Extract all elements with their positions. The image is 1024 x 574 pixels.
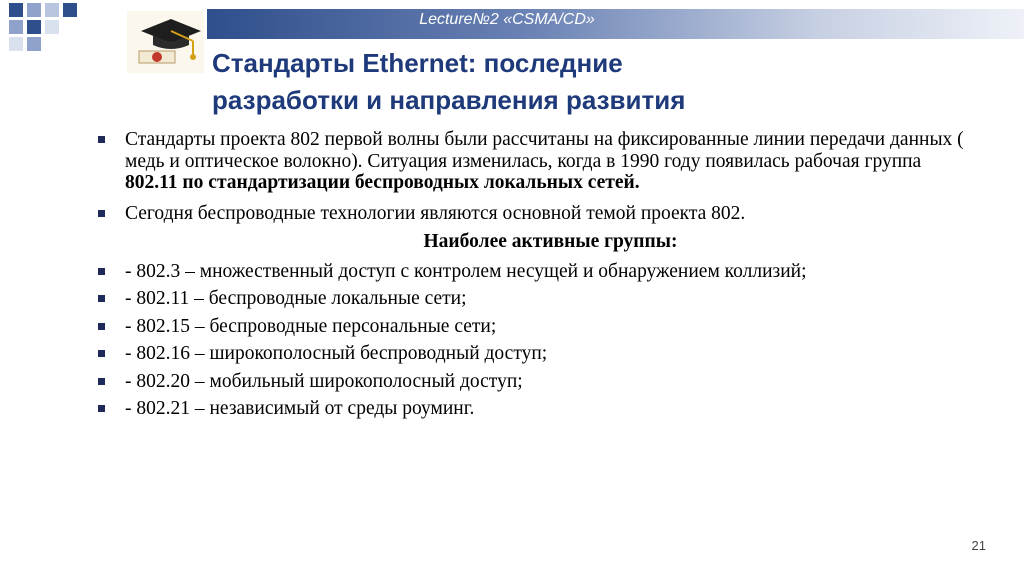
square-bullet-icon bbox=[98, 378, 105, 385]
group-text: - 802.21 – независимый от среды роуминг. bbox=[125, 398, 475, 419]
group-text: - 802.15 – беспроводные персональные сети; bbox=[125, 315, 497, 337]
group-text: - 802.20 – мобильный широкополосный доступ; bbox=[125, 370, 523, 392]
square-bullet-icon bbox=[98, 405, 105, 412]
bullet-item-para1 bbox=[96, 129, 976, 194]
group-text: - 802.16 – широкополосный беспроводный доступ; bbox=[125, 343, 548, 364]
list-item bbox=[96, 398, 976, 420]
list-item bbox=[96, 261, 976, 283]
square-bullet-icon bbox=[98, 210, 105, 217]
square-bullet-icon bbox=[98, 295, 105, 302]
para1-text: Стандарты проекта 802 первой волны были рассчитаны на фиксированные линии передачи данных ( медь и оптическое волокно). Ситуация изменилась, когда в 1990 году появилась рабочая группа bbox=[125, 129, 964, 172]
bullet-item-para2 bbox=[96, 203, 976, 225]
square-bullet-icon bbox=[98, 323, 105, 330]
lecture-title: Lecture№2 «CSMA/CD» bbox=[419, 11, 595, 28]
title-line-2: разработки и направления развития bbox=[212, 85, 686, 115]
square-bullet-icon bbox=[98, 268, 105, 275]
list-item bbox=[96, 371, 976, 393]
graduation-cap-diploma-icon bbox=[127, 11, 204, 73]
group-text: - 802.3 – множественный доступ с контролем несущей и обнаружением коллизий; bbox=[125, 260, 807, 282]
group-text: - 802.11 – беспроводные локальные сети; bbox=[125, 288, 467, 309]
groups-heading: Наиболее активные группы: bbox=[423, 231, 678, 252]
slide-content bbox=[96, 129, 976, 426]
para2-text: Сегодня беспроводные технологии являются основной темой проекта 802. bbox=[125, 202, 746, 224]
list-item bbox=[96, 316, 976, 338]
list-item bbox=[96, 343, 976, 365]
decorative-squares bbox=[0, 0, 130, 60]
square-bullet-icon bbox=[98, 136, 105, 143]
square-bullet-icon bbox=[98, 350, 105, 357]
list-item bbox=[96, 288, 976, 310]
para1-bold-text: 802.11 по стандартизации беспроводных локальных сетей. bbox=[125, 172, 640, 193]
title-line-1: Стандарты Ethernet: последние bbox=[212, 48, 623, 78]
page-number: 21 bbox=[971, 538, 986, 553]
slide-title bbox=[212, 45, 992, 119]
